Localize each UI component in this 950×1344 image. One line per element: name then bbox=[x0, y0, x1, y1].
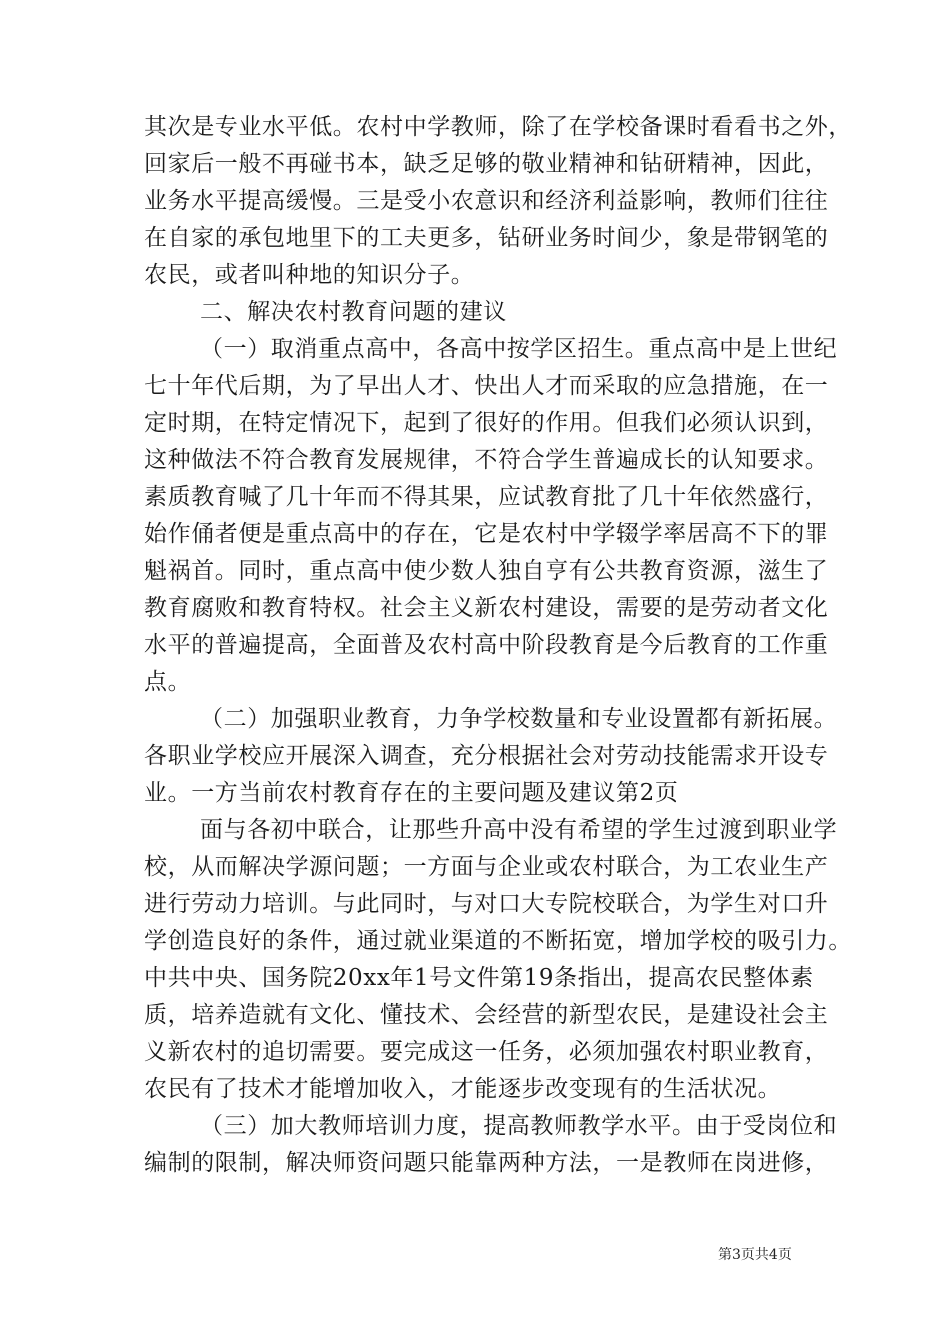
text-line: 始作俑者便是重点高中的存在，它是农村中学辍学率居高不下的罪 bbox=[144, 521, 829, 547]
text-line: 进行劳动力培训。与此同时，与对口大专院校联合，为学生对口升 bbox=[144, 891, 829, 917]
text-line: 学创造良好的条件，通过就业渠道的不断拓宽，增加学校的吸引力。 bbox=[144, 928, 852, 954]
text-line: 在自家的承包地里下的工夫更多，钻研业务时间少，象是带钢笔的 bbox=[144, 225, 829, 251]
text-line: 各职业学校应开展深入调查，充分根据社会对劳动技能需求开设专 bbox=[144, 743, 829, 769]
text-line: 校，从而解决学源问题；一方面与企业或农村联合，为工农业生产 bbox=[144, 854, 829, 880]
text-line: 业。一方当前农村教育存在的主要问题及建议第2页 bbox=[144, 780, 679, 806]
text-line: 素质教育喊了几十年而不得其果，应试教育批了几十年依然盛行， bbox=[144, 484, 829, 510]
text-line: 农民有了技术才能增加收入，才能逐步改变现有的生活状况。 bbox=[144, 1076, 782, 1102]
text-line: 回家后一般不再碰书本，缺乏足够的敬业精神和钻研精神，因此， bbox=[144, 151, 829, 177]
text-line: 面与各初中联合，让那些升高中没有希望的学生过渡到职业学 bbox=[200, 817, 838, 843]
text-line: 教育腐败和教育特权。社会主义新农村建设，需要的是劳动者文化 bbox=[144, 595, 829, 621]
text-line: （三）加大教师培训力度，提高教师教学水平。由于受岗位和 bbox=[200, 1113, 838, 1139]
text-line: 这种做法不符合教育发展规律，不符合学生普遍成长的认知要求。 bbox=[144, 447, 829, 473]
text-line: 其次是专业水平低。农村中学教师，除了在学校备课时看看书之外， bbox=[144, 114, 852, 140]
text-line: 水平的普遍提高，全面普及农村高中阶段教育是今后教育的工作重 bbox=[144, 632, 829, 658]
text-line: （二）加强职业教育，力争学校数量和专业设置都有新拓展。 bbox=[200, 706, 838, 732]
text-line: 定时期，在特定情况下，起到了很好的作用。但我们必须认识到， bbox=[144, 410, 829, 436]
text-line: 点。 bbox=[144, 669, 192, 695]
text-line: 七十年代后期，为了早出人才、快出人才而采取的应急措施，在一 bbox=[144, 373, 829, 399]
page-footer: 第3页共4页 bbox=[718, 1247, 792, 1263]
text-line: 农民，或者叫种地的知识分子。 bbox=[144, 262, 475, 288]
text-line: 中共中央、国务院20xx年1号文件第19条指出，提高农民整体素 bbox=[144, 965, 814, 991]
text-line: 义新农村的追切需要。要完成这一任务，必须加强农村职业教育， bbox=[144, 1039, 829, 1065]
text-line: （一）取消重点高中，各高中按学区招生。重点高中是上世纪 bbox=[200, 336, 838, 362]
text-line: 二、解决农村教育问题的建议 bbox=[200, 299, 507, 325]
text-line: 魁祸首。同时，重点高中使少数人独自亨有公共教育资源，滋生了 bbox=[144, 558, 829, 584]
text-line: 质，培养造就有文化、懂技术、会经营的新型农民，是建设社会主 bbox=[144, 1002, 829, 1028]
text-line: 编制的限制，解决师资问题只能靠两种方法，一是教师在岗进修， bbox=[144, 1150, 829, 1176]
text-line: 业务水平提高缓慢。三是受小农意识和经济利益影响，教师们往往 bbox=[144, 188, 829, 214]
